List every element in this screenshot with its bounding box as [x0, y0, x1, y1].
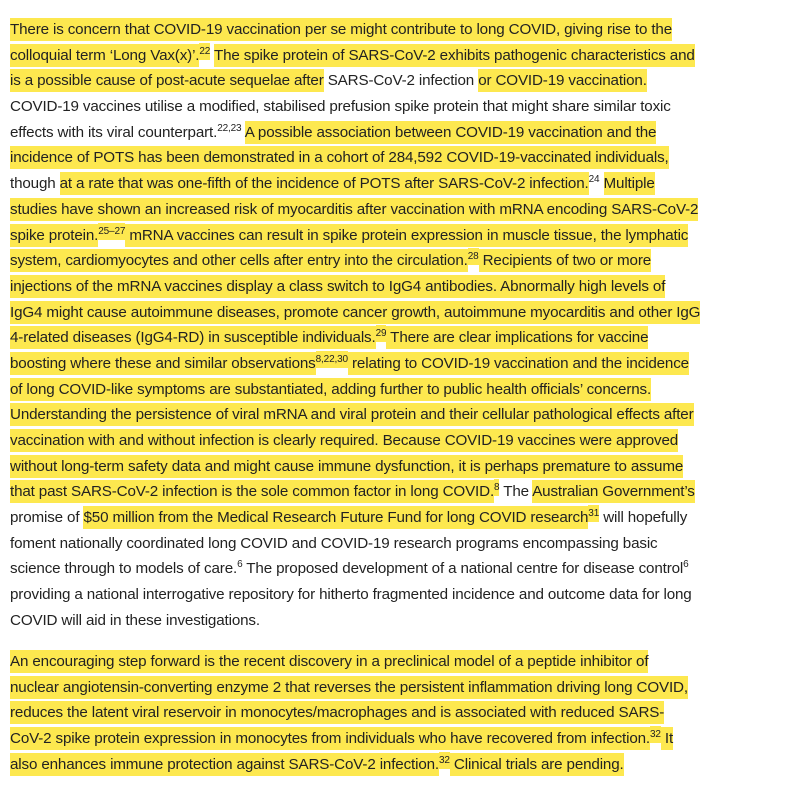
- citation-superscript: 29: [376, 325, 387, 342]
- text-line: [10, 171, 700, 197]
- highlighted-text: CoV-2 spike protein expression in monocytes from individuals who have recovered from infection.: [10, 727, 650, 750]
- highlighted-text: A possible association between COVID-19 vaccination and the: [245, 121, 657, 144]
- highlighted-text: or COVID-19 vaccination.: [478, 69, 647, 92]
- body-text: though: [10, 175, 60, 193]
- text-line: [10, 197, 700, 223]
- highlighted-text: system, cardiomyocytes and other cells after entry into the circulation.: [10, 249, 468, 272]
- highlighted-text: 4-related diseases (IgG4-RD) in susceptible individuals.: [10, 326, 376, 349]
- citation-superscript: 25–27: [98, 223, 125, 240]
- paragraph-2: [10, 649, 688, 777]
- body-text: [599, 172, 603, 195]
- body-text: The: [499, 483, 533, 501]
- text-line: [10, 68, 700, 94]
- citation-superscript: 22: [199, 43, 210, 60]
- text-line: [10, 351, 700, 377]
- citation-superscript: 28: [468, 248, 479, 265]
- highlighted-text: It: [661, 727, 673, 750]
- citation-superscript: 32: [439, 752, 450, 769]
- highlighted-text: mRNA vaccines can result in spike protein expression in muscle tissue, the lymphatic: [125, 224, 688, 247]
- citation-superscript: 22,23: [217, 122, 242, 134]
- paragraph-1: [10, 17, 700, 634]
- body-text: effects with its viral counterpart.: [10, 123, 218, 141]
- highlighted-text: colloquial term ‘Long Vax(x)’.: [10, 44, 199, 67]
- body-text: COVID will aid in these investigations.: [10, 611, 260, 629]
- text-line: [10, 608, 700, 634]
- text-line: [10, 17, 700, 43]
- highlighted-text: An encouraging step forward is the recent discovery in a preclinical model of a peptide inhibitor of: [10, 650, 648, 673]
- highlighted-text: is a possible cause of post-acute sequelae after: [10, 69, 324, 92]
- highlighted-text: relating to COVID-19 vaccination and the incidence: [348, 352, 689, 375]
- text-line: [10, 505, 700, 531]
- highlighted-text: Multiple: [604, 172, 655, 195]
- highlighted-text: reduces the latent viral reservoir in monocytes/macrophages and is associated with reduced SARS-: [10, 701, 664, 724]
- text-line: [10, 120, 700, 146]
- highlighted-text: incidence of POTS has been demonstrated in a cohort of 284,592 COVID-19-vaccinated individuals,: [10, 146, 669, 169]
- highlighted-text: Australian Government’s: [532, 480, 695, 503]
- highlighted-text: IgG4 might cause autoimmune diseases, promote cancer growth, autoimmune myocarditis and other IgG: [10, 301, 700, 324]
- citation-superscript: 32: [650, 726, 661, 743]
- text-line: [10, 248, 700, 274]
- citation-superscript: 31: [588, 505, 599, 522]
- text-line: [10, 582, 700, 608]
- highlighted-text: at a rate that was one-fifth of the incidence of POTS after SARS-CoV-2 infection.: [60, 172, 589, 195]
- body-text: promise of: [10, 509, 84, 527]
- body-text: science through to models of care.: [10, 560, 238, 578]
- text-line: [10, 402, 700, 428]
- body-text: will hopefully: [599, 509, 688, 527]
- highlighted-text: $50 million from the Medical Research Future Fund for long COVID research: [83, 506, 588, 529]
- highlighted-text: also enhances immune protection against SARS-CoV-2 infection.: [10, 753, 439, 776]
- body-text: SARS-CoV-2 infection: [323, 72, 479, 90]
- highlighted-text: The spike protein of SARS-CoV-2 exhibits pathogenic characteristics and: [214, 44, 695, 67]
- body-text: providing a national interrogative repository for hitherto fragmented incidence and outcome data for long: [10, 586, 692, 604]
- text-line: [10, 43, 700, 69]
- text-line: [10, 223, 700, 249]
- highlighted-text: injections of the mRNA vaccines display a class switch to IgG4 antibodies. Abnormally high levels of: [10, 275, 665, 298]
- citation-superscript: 8,22,30: [316, 351, 348, 368]
- text-line: [10, 726, 688, 752]
- text-line: [10, 94, 700, 120]
- highlighted-text: spike protein.: [10, 224, 98, 247]
- text-line: [10, 454, 700, 480]
- body-text: COVID-19 vaccines utilise a modified, stabilised prefusion spike protein that might share similar toxic: [10, 98, 671, 116]
- highlighted-text: There is concern that COVID-19 vaccination per se might contribute to long COVID, giving rise to the: [10, 18, 672, 41]
- text-line: [10, 556, 700, 582]
- highlighted-text: that past SARS-CoV-2 infection is the sole common factor in long COVID.: [10, 480, 494, 503]
- highlighted-text: There are clear implications for vaccine: [386, 326, 648, 349]
- citation-superscript: 8: [494, 479, 499, 496]
- text-line: [10, 752, 688, 778]
- text-line: [10, 145, 700, 171]
- highlighted-text: Understanding the persistence of viral mRNA and viral protein and their cellular pathological effects after: [10, 403, 694, 426]
- highlighted-text: Clinical trials are pending.: [450, 753, 624, 776]
- highlighted-text: Recipients of two or more: [479, 249, 652, 272]
- highlighted-text: without long-term safety data and might cause immune dysfunction, it is perhaps premature to assume: [10, 455, 683, 478]
- highlighted-text: boosting where these and similar observations: [10, 352, 316, 375]
- text-line: [10, 649, 688, 675]
- text-line: [10, 377, 700, 403]
- text-line: [10, 700, 688, 726]
- text-line: [10, 300, 700, 326]
- text-line: [10, 531, 700, 557]
- citation-superscript: 24: [588, 174, 600, 186]
- body-text: The proposed development of a national centre for disease control: [242, 560, 684, 578]
- citation-superscript: 6: [683, 559, 689, 571]
- text-line: [10, 675, 688, 701]
- highlighted-text: studies have shown an increased risk of myocarditis after vaccination with mRNA encoding SARS-CoV-2: [10, 198, 698, 221]
- text-line: [10, 274, 700, 300]
- citation-superscript: 6: [237, 559, 243, 571]
- body-text: foment nationally coordinated long COVID and COVID-19 research programs encompassing basic: [10, 534, 658, 552]
- highlighted-text: nuclear angiotensin-converting enzyme 2 that reverses the persistent inflammation driving long COVID,: [10, 676, 688, 699]
- highlighted-text: vaccination with and without infection is clearly required. Because COVID-19 vaccines were approved: [10, 429, 678, 452]
- text-line: [10, 479, 700, 505]
- text-line: [10, 325, 700, 351]
- text-line: [10, 428, 700, 454]
- highlighted-text: of long COVID-like symptoms are substantiated, adding further to public health officials’ concerns.: [10, 378, 651, 401]
